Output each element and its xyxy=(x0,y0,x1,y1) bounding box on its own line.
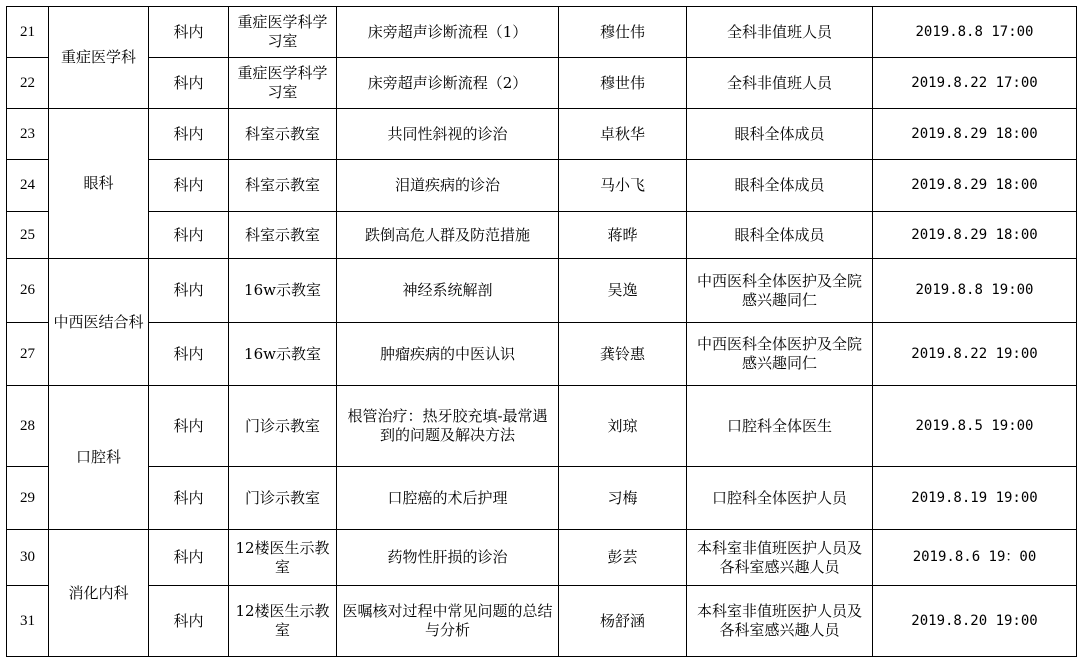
row-number: 23 xyxy=(7,109,49,160)
scope-cell: 科内 xyxy=(149,259,229,323)
scope-cell: 科内 xyxy=(149,160,229,212)
speaker-cell: 龚铃惠 xyxy=(559,323,687,386)
time-cell: 2019.8.29 18:00 xyxy=(873,109,1077,160)
audience-cell: 全科非值班人员 xyxy=(687,7,873,58)
location-cell: 12楼医生示教室 xyxy=(229,530,337,586)
location-cell: 科室示教室 xyxy=(229,109,337,160)
scope-cell: 科内 xyxy=(149,586,229,657)
time-cell: 2019.8.8 19:00 xyxy=(873,259,1077,323)
location-cell: 重症医学科学习室 xyxy=(229,7,337,58)
row-number: 22 xyxy=(7,58,49,109)
row-number: 30 xyxy=(7,530,49,586)
topic-cell: 口腔癌的术后护理 xyxy=(337,467,559,530)
audience-cell: 眼科全体成员 xyxy=(687,109,873,160)
location-cell: 科室示教室 xyxy=(229,160,337,212)
topic-cell: 根管治疗：热牙胶充填-最常遇到的问题及解决方法 xyxy=(337,386,559,467)
location-cell: 16w示教室 xyxy=(229,259,337,323)
speaker-cell: 蒋晔 xyxy=(559,212,687,259)
scope-cell: 科内 xyxy=(149,58,229,109)
department-cell: 重症医学科 xyxy=(49,7,149,109)
speaker-cell: 卓秋华 xyxy=(559,109,687,160)
audience-cell: 眼科全体成员 xyxy=(687,160,873,212)
audience-cell: 中西医科全体医护及全院感兴趣同仁 xyxy=(687,259,873,323)
location-cell: 16w示教室 xyxy=(229,323,337,386)
audience-cell: 全科非值班人员 xyxy=(687,58,873,109)
audience-cell: 本科室非值班医护人员及各科室感兴趣人员 xyxy=(687,530,873,586)
row-number: 26 xyxy=(7,259,49,323)
location-cell: 门诊示教室 xyxy=(229,467,337,530)
time-cell: 2019.8.6 19：00 xyxy=(873,530,1077,586)
topic-cell: 神经系统解剖 xyxy=(337,259,559,323)
department-cell: 口腔科 xyxy=(49,386,149,530)
table-row xyxy=(7,7,1077,58)
audience-cell: 口腔科全体医护人员 xyxy=(687,467,873,530)
topic-cell: 泪道疾病的诊治 xyxy=(337,160,559,212)
audience-cell: 口腔科全体医生 xyxy=(687,386,873,467)
scope-cell: 科内 xyxy=(149,530,229,586)
location-cell: 12楼医生示教室 xyxy=(229,586,337,657)
speaker-cell: 马小飞 xyxy=(559,160,687,212)
department-cell: 消化内科 xyxy=(49,530,149,657)
table-row xyxy=(7,160,1077,212)
time-cell: 2019.8.5 19:00 xyxy=(873,386,1077,467)
time-cell: 2019.8.22 17:00 xyxy=(873,58,1077,109)
time-cell: 2019.8.29 18:00 xyxy=(873,160,1077,212)
table-row xyxy=(7,467,1077,530)
topic-cell: 床旁超声诊断流程（2） xyxy=(337,58,559,109)
table-row xyxy=(7,58,1077,109)
scope-cell: 科内 xyxy=(149,7,229,58)
table-row xyxy=(7,323,1077,386)
time-cell: 2019.8.8 17:00 xyxy=(873,7,1077,58)
row-number: 24 xyxy=(7,160,49,212)
table-row xyxy=(7,586,1077,657)
audience-cell: 本科室非值班医护人员及各科室感兴趣人员 xyxy=(687,586,873,657)
scope-cell: 科内 xyxy=(149,467,229,530)
table-row xyxy=(7,259,1077,323)
topic-cell: 床旁超声诊断流程（1） xyxy=(337,7,559,58)
speaker-cell: 穆世伟 xyxy=(559,58,687,109)
audience-cell: 中西医科全体医护及全院感兴趣同仁 xyxy=(687,323,873,386)
scope-cell: 科内 xyxy=(149,323,229,386)
topic-cell: 肿瘤疾病的中医认识 xyxy=(337,323,559,386)
table-row xyxy=(7,386,1077,467)
department-cell: 眼科 xyxy=(49,109,149,259)
location-cell: 重症医学科学习室 xyxy=(229,58,337,109)
speaker-cell: 习梅 xyxy=(559,467,687,530)
location-cell: 科室示教室 xyxy=(229,212,337,259)
topic-cell: 医嘱核对过程中常见问题的总结与分析 xyxy=(337,586,559,657)
audience-cell: 眼科全体成员 xyxy=(687,212,873,259)
row-number: 27 xyxy=(7,323,49,386)
topic-cell: 药物性肝损的诊治 xyxy=(337,530,559,586)
table-row xyxy=(7,109,1077,160)
scope-cell: 科内 xyxy=(149,109,229,160)
table-row xyxy=(7,530,1077,586)
scope-cell: 科内 xyxy=(149,212,229,259)
topic-cell: 共同性斜视的诊治 xyxy=(337,109,559,160)
time-cell: 2019.8.20 19:00 xyxy=(873,586,1077,657)
row-number: 28 xyxy=(7,386,49,467)
row-number: 31 xyxy=(7,586,49,657)
speaker-cell: 吴逸 xyxy=(559,259,687,323)
speaker-cell: 彭芸 xyxy=(559,530,687,586)
topic-cell: 跌倒高危人群及防范措施 xyxy=(337,212,559,259)
table-row xyxy=(7,212,1077,259)
speaker-cell: 杨舒涵 xyxy=(559,586,687,657)
schedule-table xyxy=(6,6,1077,657)
time-cell: 2019.8.22 19:00 xyxy=(873,323,1077,386)
location-cell: 门诊示教室 xyxy=(229,386,337,467)
row-number: 29 xyxy=(7,467,49,530)
speaker-cell: 穆仕伟 xyxy=(559,7,687,58)
department-cell: 中西医结合科 xyxy=(49,259,149,386)
time-cell: 2019.8.19 19:00 xyxy=(873,467,1077,530)
row-number: 21 xyxy=(7,7,49,58)
scope-cell: 科内 xyxy=(149,386,229,467)
speaker-cell: 刘琼 xyxy=(559,386,687,467)
row-number: 25 xyxy=(7,212,49,259)
time-cell: 2019.8.29 18:00 xyxy=(873,212,1077,259)
